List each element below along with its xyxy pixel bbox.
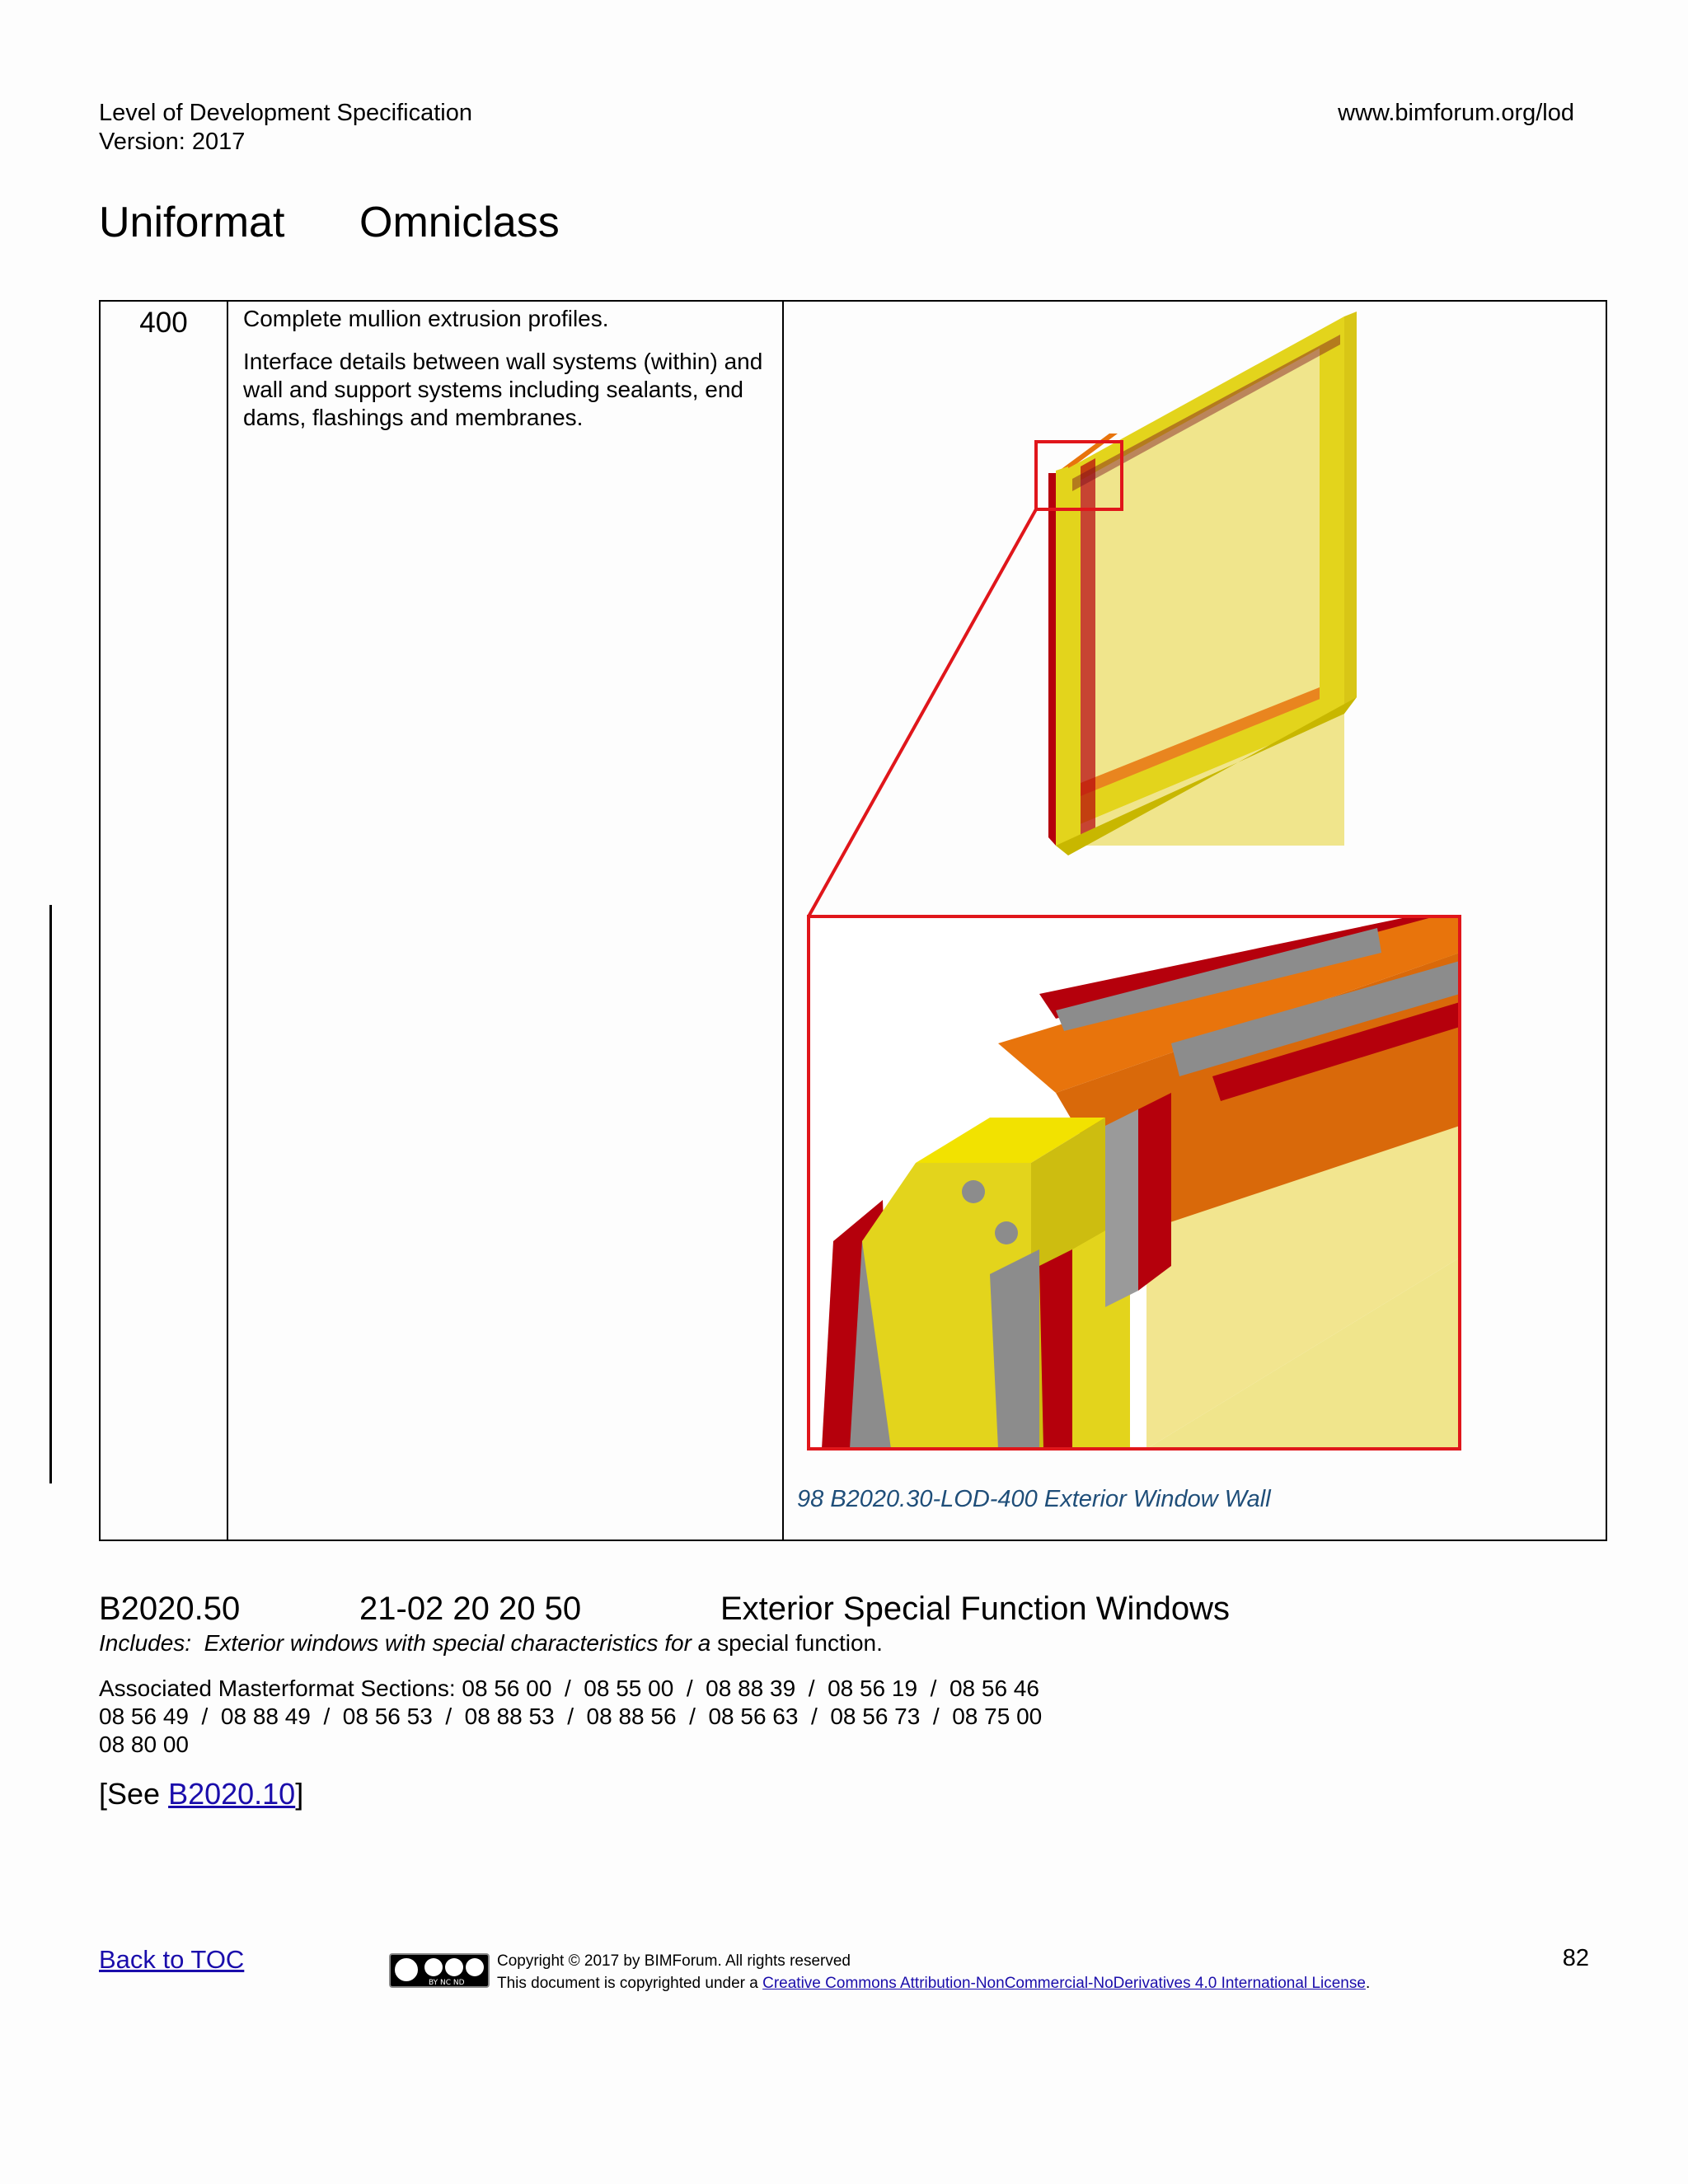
description-line-1: Complete mullion extrusion profiles. bbox=[243, 306, 609, 331]
level-cell bbox=[100, 301, 227, 1540]
includes-label: Includes: bbox=[99, 1630, 192, 1656]
license-prefix: This document is copyrighted under a bbox=[497, 1975, 763, 1992]
doc-title: Level of Development Specification bbox=[99, 100, 472, 126]
masterformat-line-2: 08 56 49 / 08 88 49 / 08 56 53 / 08 88 53 / 08 88 56 / 08 56 63 / 08 56 73 / 08 75 00 bbox=[99, 1704, 1043, 1729]
table-row bbox=[100, 301, 1606, 1540]
callout-leader bbox=[809, 509, 1036, 916]
uniformat-code: B2020.50 bbox=[99, 1591, 241, 1627]
license-line bbox=[497, 1972, 1370, 1994]
includes-italic-text: Exterior windows with special characteristics for a bbox=[204, 1630, 711, 1656]
change-bar bbox=[49, 905, 52, 1483]
back-to-toc-link[interactable]: Back to TOC bbox=[99, 1945, 245, 1974]
mullion-detail bbox=[809, 916, 1460, 1449]
figure-caption: 98 B2020.30-LOD-400 Exterior Window Wall bbox=[797, 1486, 1271, 1512]
masterformat-line-3: 08 80 00 bbox=[99, 1732, 189, 1757]
window-wall-overview bbox=[1048, 312, 1357, 855]
cc-badge-text: BY NC ND bbox=[429, 1979, 465, 1986]
copyright-text: Copyright © 2017 by BIMForum. All rights reserved bbox=[497, 1952, 851, 1970]
website-url: www.bimforum.org/lod bbox=[1338, 100, 1574, 126]
description-cell bbox=[227, 301, 783, 1540]
section-title: Exterior Special Function Windows bbox=[720, 1591, 1231, 1627]
page-number: 82 bbox=[1562, 1945, 1589, 1971]
see-prefix: [See bbox=[99, 1777, 169, 1811]
omniclass-code: 21-02 20 20 50 bbox=[359, 1591, 582, 1627]
includes-line bbox=[99, 1630, 883, 1657]
license-suffix: . bbox=[1365, 1975, 1371, 1992]
description-line-2: Interface details between wall systems (within) and wall and support systems including sealants, end dams, flashings and membranes. bbox=[243, 349, 763, 430]
see-link[interactable]: B2020.10 bbox=[168, 1777, 296, 1811]
includes-plain-text: special function. bbox=[710, 1630, 883, 1656]
creative-commons-icon bbox=[389, 1953, 490, 1988]
figure-cell bbox=[783, 301, 1606, 1540]
see-suffix: ] bbox=[295, 1777, 304, 1811]
window-wall-figure bbox=[784, 302, 1608, 1538]
uniformat-heading: Uniformat bbox=[99, 199, 285, 246]
see-reference bbox=[99, 1777, 303, 1811]
level-number: 400 bbox=[139, 307, 188, 339]
lod-table bbox=[99, 300, 1607, 1541]
masterformat-sections bbox=[99, 1675, 1042, 1759]
doc-version: Version: 2017 bbox=[99, 129, 246, 155]
license-link[interactable]: Creative Commons Attribution-NonCommercial-NoDerivatives 4.0 International License bbox=[762, 1975, 1366, 1992]
omniclass-heading: Omniclass bbox=[359, 199, 560, 246]
masterformat-line-1: Associated Masterformat Sections: 08 56 00 / 08 55 00 / 08 88 39 / 08 56 19 / 08 56 46 bbox=[99, 1675, 1039, 1701]
